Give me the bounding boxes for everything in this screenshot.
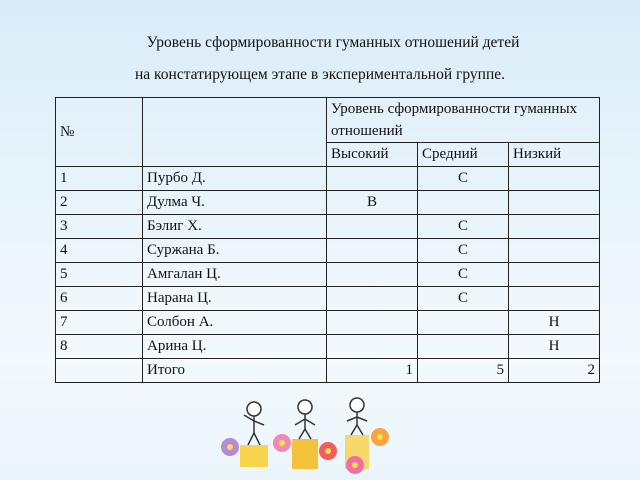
row-low <box>509 191 600 215</box>
header-level-group: Уровень сформированности гуманных отношений <box>327 98 600 143</box>
row-name: Пурбо Д. <box>143 167 327 191</box>
table-row <box>56 167 600 191</box>
block-icon <box>240 445 268 467</box>
flower-icon <box>273 434 291 452</box>
row-mid <box>418 311 509 335</box>
total-row <box>56 359 600 383</box>
table-row <box>56 215 600 239</box>
total-mid: 5 <box>418 359 509 383</box>
child-icon <box>244 402 264 445</box>
row-name: Суржана Б. <box>143 239 327 263</box>
row-high <box>327 215 418 239</box>
table-row <box>56 191 600 215</box>
title-line-2: на констатирующем этапе в экспериментальной группе. <box>134 66 505 83</box>
row-mid <box>418 191 509 215</box>
flower-icon <box>371 428 389 446</box>
total-label: Итого <box>143 359 327 383</box>
row-low: Н <box>509 335 600 359</box>
row-high <box>327 167 418 191</box>
table-row <box>56 263 600 287</box>
header-number: № <box>56 98 143 167</box>
flower-icon <box>319 442 337 460</box>
table-row <box>56 239 600 263</box>
row-high <box>327 239 418 263</box>
row-mid: С <box>418 239 509 263</box>
row-high <box>327 287 418 311</box>
total-number <box>56 359 143 383</box>
total-high: 1 <box>327 359 418 383</box>
row-mid: С <box>418 167 509 191</box>
row-name: Нарана Ц. <box>143 287 327 311</box>
child-icon <box>295 400 315 439</box>
row-high <box>327 311 418 335</box>
row-low <box>509 167 600 191</box>
row-low <box>509 239 600 263</box>
header-level-low: Низкий <box>509 143 600 167</box>
header-name <box>143 98 327 167</box>
row-low <box>509 215 600 239</box>
row-low <box>509 263 600 287</box>
row-name: Арина Ц. <box>143 335 327 359</box>
block-icon <box>292 439 318 469</box>
kids-flowers-illustration <box>210 395 410 480</box>
row-number: 5 <box>56 263 143 287</box>
header-level-high: Высокий <box>327 143 418 167</box>
row-high: В <box>327 191 418 215</box>
results-table <box>55 97 600 383</box>
row-number: 8 <box>56 335 143 359</box>
row-number: 6 <box>56 287 143 311</box>
header-level-mid: Средний <box>418 143 509 167</box>
row-mid: С <box>418 287 509 311</box>
row-name: Солбон А. <box>143 311 327 335</box>
flower-icon <box>346 456 364 474</box>
row-number: 7 <box>56 311 143 335</box>
row-high <box>327 263 418 287</box>
table-row <box>56 311 600 335</box>
row-name: Амгалан Ц. <box>143 263 327 287</box>
row-number: 1 <box>56 167 143 191</box>
row-mid <box>418 335 509 359</box>
row-number: 3 <box>56 215 143 239</box>
row-mid: С <box>418 263 509 287</box>
table-row <box>56 287 600 311</box>
row-low <box>509 287 600 311</box>
row-name: Дулма Ч. <box>143 191 327 215</box>
row-high <box>327 335 418 359</box>
row-mid: С <box>418 215 509 239</box>
row-number: 4 <box>56 239 143 263</box>
table-row <box>56 335 600 359</box>
row-low: Н <box>509 311 600 335</box>
row-number: 2 <box>56 191 143 215</box>
total-low: 2 <box>509 359 600 383</box>
row-name: Бэлиг Х. <box>143 215 327 239</box>
header-row <box>56 98 600 143</box>
flower-icon <box>221 438 239 456</box>
child-icon <box>347 398 367 435</box>
title-line-1: Уровень сформированности гуманных отношений детей <box>146 34 520 51</box>
